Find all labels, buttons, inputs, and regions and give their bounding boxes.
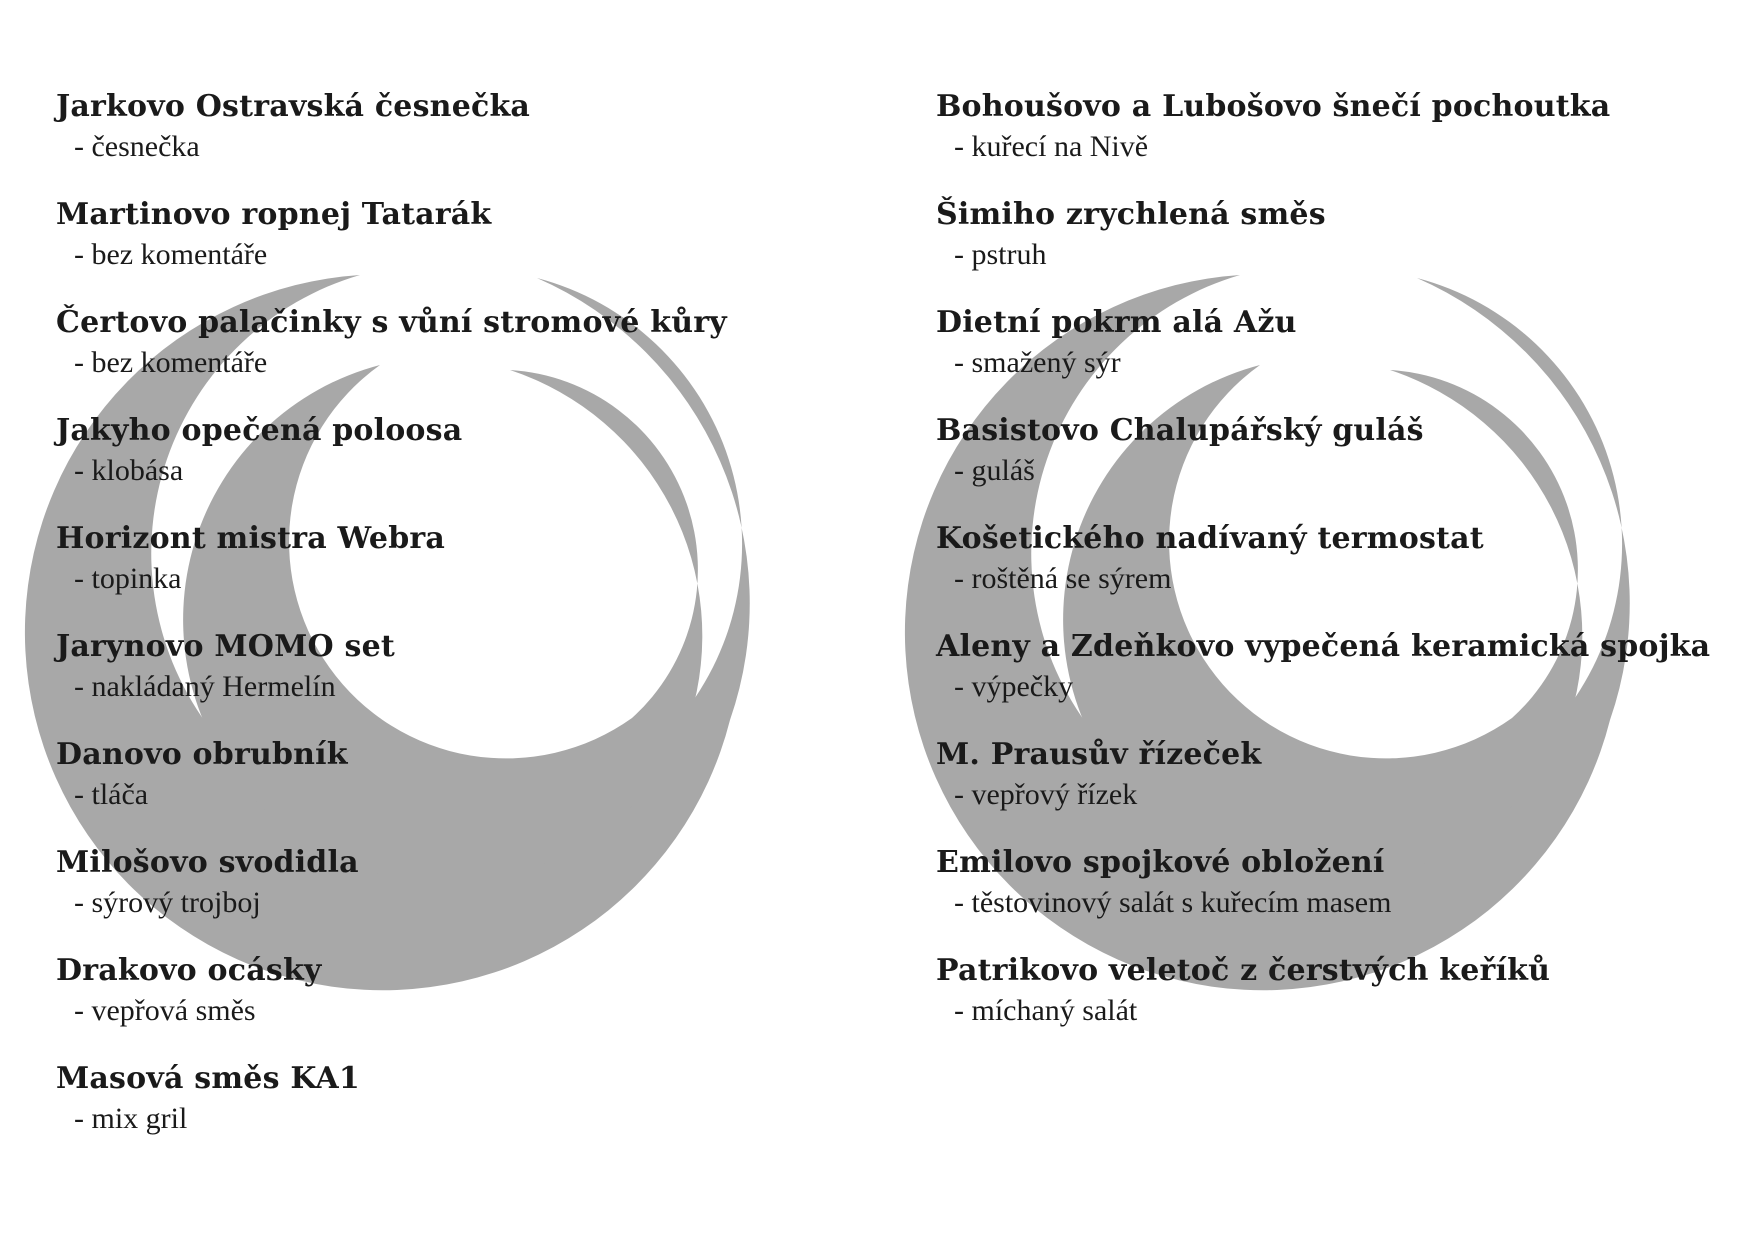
dish-description: - topinka [74, 562, 182, 595]
dish-name: Košetického nadívaný termostat [936, 521, 1484, 556]
menu-item [56, 736, 727, 844]
menu-item [56, 412, 727, 520]
dish-name: Čertovo palačinky s vůní stromové kůry [56, 305, 727, 340]
menu-item [56, 844, 727, 952]
menu-item [936, 952, 1710, 1060]
menu-item [56, 304, 727, 412]
dish-name: Jarkovo Ostravská česnečka [56, 89, 531, 124]
menu-item [56, 1060, 727, 1168]
dish-name: Masová směs KA1 [56, 1061, 360, 1096]
dish-description: - bez komentáře [74, 238, 268, 271]
dish-name: Danovo obrubník [56, 737, 348, 772]
dish-name: Emilovo spojkové obložení [936, 845, 1385, 880]
menu-item [56, 196, 727, 304]
dish-description: - bez komentáře [74, 346, 268, 379]
menu-column-right [936, 88, 1710, 1060]
dish-description: - kuřecí na Nivě [954, 130, 1149, 163]
menu-item [56, 520, 727, 628]
dish-name: Patrikovo veletoč z čerstvých keříků [936, 953, 1551, 988]
dish-description: - smažený sýr [954, 346, 1121, 379]
dish-name: Basistovo Chalupářský guláš [936, 413, 1424, 448]
menu-item [936, 412, 1710, 520]
dish-description: - nakládaný Hermelín [74, 670, 336, 703]
dish-description: - sýrový trojboj [74, 886, 261, 919]
dish-description: - guláš [954, 454, 1035, 487]
menu-item [936, 304, 1710, 412]
dish-description: - klobása [74, 454, 184, 487]
dish-name: Drakovo ocásky [56, 953, 322, 988]
dish-name: Jarynovo MOMO set [56, 629, 395, 664]
menu-item [56, 628, 727, 736]
dish-description: - míchaný salát [954, 994, 1138, 1027]
dish-description: - tláča [74, 778, 149, 811]
menu-item [936, 844, 1710, 952]
menu-item [56, 88, 727, 196]
dish-description: - vepřový řízek [954, 778, 1138, 811]
dish-name: Šimiho zrychlená směs [936, 197, 1326, 232]
dish-description: - těstovinový salát s kuřecím masem [954, 886, 1392, 919]
dish-description: - pstruh [954, 238, 1047, 271]
menu-item [56, 952, 727, 1060]
dish-name: Horizont mistra Webra [56, 521, 446, 556]
dish-description: - česnečka [74, 130, 200, 163]
dish-name: Bohoušovo a Lubošovo šnečí pochoutka [936, 89, 1611, 124]
menu-item [936, 628, 1710, 736]
dish-name: Aleny a Zdeňkovo vypečená keramická spojka [936, 629, 1711, 664]
menu-column-left [56, 88, 727, 1168]
dish-name: Jakyho opečená poloosa [56, 413, 463, 448]
dish-description: - mix gril [74, 1102, 188, 1135]
dish-name: M. Prausův řízeček [936, 737, 1262, 772]
dish-name: Dietní pokrm alá Ažu [936, 305, 1297, 340]
menu-item [936, 196, 1710, 304]
dish-description: - vepřová směs [74, 994, 256, 1027]
dish-description: - roštěná se sýrem [954, 562, 1172, 595]
menu-item [936, 736, 1710, 844]
menu-item [936, 88, 1710, 196]
dish-name: Martinovo ropnej Tatarák [56, 197, 492, 232]
dish-name: Milošovo svodidla [56, 845, 359, 880]
dish-description: - výpečky [954, 670, 1074, 703]
menu-item [936, 520, 1710, 628]
